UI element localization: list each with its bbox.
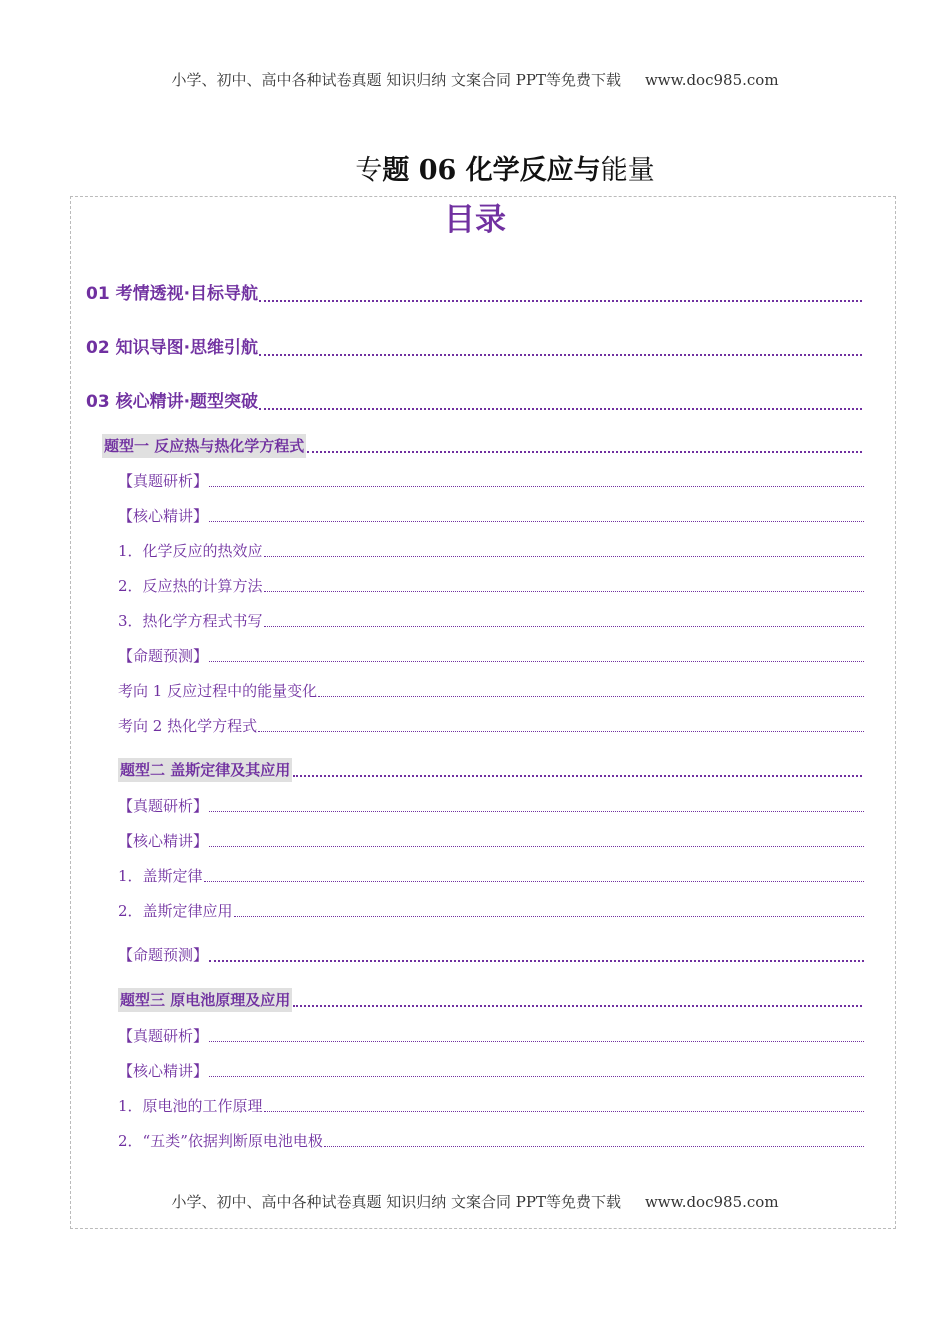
toc-heading: 目录 bbox=[444, 202, 506, 238]
toc-label: 3．热化学方程式书写 bbox=[118, 612, 263, 630]
footer-text: 小学、初中、高中各种试卷真题 知识归纳 文案合同 PPT等免费下载 bbox=[171, 1193, 621, 1211]
toc-label: 2．“五类”依据判断原电池电极 bbox=[118, 1132, 323, 1150]
toc-leader bbox=[259, 336, 862, 356]
toc-row[interactable] bbox=[0, 282, 950, 306]
toc-leader bbox=[209, 469, 864, 487]
toc-row[interactable] bbox=[0, 943, 950, 967]
document-title bbox=[0, 148, 950, 187]
toc-label: 【真题研析】 bbox=[118, 797, 209, 815]
toc-row[interactable] bbox=[0, 679, 950, 703]
toc-row[interactable] bbox=[0, 644, 950, 668]
toc-leader bbox=[258, 714, 864, 732]
toc-label: 【核心精讲】 bbox=[118, 507, 209, 525]
toc-row[interactable] bbox=[0, 1059, 950, 1083]
toc-label: 1．化学反应的热效应 bbox=[118, 542, 263, 560]
toc-leader bbox=[234, 899, 864, 917]
toc-label: 题型二 盖斯定律及其应用 bbox=[118, 758, 292, 782]
toc-leader bbox=[209, 504, 864, 522]
toc-label: 【核心精讲】 bbox=[118, 1062, 209, 1080]
toc-row[interactable] bbox=[0, 609, 950, 633]
toc-leader bbox=[264, 574, 864, 592]
header-site: www.doc985.com bbox=[644, 71, 779, 89]
page-footer bbox=[0, 1191, 950, 1212]
toc-row[interactable] bbox=[0, 504, 950, 528]
toc-leader bbox=[209, 794, 864, 812]
toc-leader bbox=[264, 539, 864, 557]
toc-label: 题型一 反应热与热化学方程式 bbox=[102, 434, 306, 458]
toc-leader bbox=[293, 758, 862, 777]
title-suffix: 能量 bbox=[600, 155, 655, 186]
toc-label: 1．原电池的工作原理 bbox=[118, 1097, 263, 1115]
title-prefix: 专 bbox=[355, 155, 383, 186]
toc-row[interactable] bbox=[0, 469, 950, 493]
toc-label: 1．盖斯定律 bbox=[118, 867, 203, 885]
toc-label: 【命题预测】 bbox=[118, 647, 209, 665]
toc-row[interactable] bbox=[0, 829, 950, 853]
toc-label: 考向 1 反应过程中的能量变化 bbox=[118, 682, 318, 700]
toc-label: 2．反应热的计算方法 bbox=[118, 577, 263, 595]
title-bold-b: 化学反应与 bbox=[465, 155, 601, 186]
toc-leader bbox=[264, 1094, 864, 1112]
toc-row[interactable] bbox=[0, 714, 950, 738]
toc-leader bbox=[209, 644, 864, 662]
toc-leader bbox=[209, 1024, 864, 1042]
toc-row[interactable] bbox=[0, 1094, 950, 1118]
toc-row[interactable] bbox=[0, 539, 950, 563]
toc-leader bbox=[307, 434, 862, 453]
toc-row[interactable] bbox=[0, 336, 950, 360]
toc-label: 【命题预测】 bbox=[118, 946, 209, 964]
footer-site: www.doc985.com bbox=[644, 1193, 779, 1211]
toc-leader bbox=[264, 609, 864, 627]
toc-label: 【真题研析】 bbox=[118, 1027, 209, 1045]
toc-label: 考向 2 热化学方程式 bbox=[118, 717, 258, 735]
toc-row[interactable] bbox=[0, 1024, 950, 1048]
toc-leader bbox=[209, 943, 864, 962]
toc-label: 03 核心精讲·题型突破 bbox=[86, 392, 259, 412]
toc-row[interactable] bbox=[0, 988, 950, 1012]
toc-label: 【核心精讲】 bbox=[118, 832, 209, 850]
toc-row[interactable] bbox=[0, 899, 950, 923]
toc-leader bbox=[204, 864, 864, 882]
toc-leader bbox=[259, 282, 862, 302]
toc-row[interactable] bbox=[0, 574, 950, 598]
toc-leader bbox=[259, 390, 862, 410]
toc-leader bbox=[324, 1129, 864, 1147]
page-header bbox=[0, 69, 950, 90]
toc-row[interactable] bbox=[0, 794, 950, 818]
toc-row[interactable] bbox=[0, 758, 950, 782]
toc-row[interactable] bbox=[0, 1129, 950, 1153]
title-number: 06 bbox=[409, 155, 466, 186]
toc-label: 02 知识导图·思维引航 bbox=[86, 338, 259, 358]
toc-row[interactable] bbox=[0, 864, 950, 888]
toc-leader bbox=[318, 679, 864, 697]
toc-leader bbox=[293, 988, 862, 1007]
toc-leader bbox=[209, 829, 864, 847]
toc-leader bbox=[209, 1059, 864, 1077]
toc-row[interactable] bbox=[0, 390, 950, 414]
header-text: 小学、初中、高中各种试卷真题 知识归纳 文案合同 PPT等免费下载 bbox=[171, 71, 621, 89]
toc-label: 01 考情透视·目标导航 bbox=[86, 284, 259, 304]
title-bold-a: 题 bbox=[382, 155, 410, 186]
toc-row[interactable] bbox=[0, 434, 950, 458]
toc-label: 题型三 原电池原理及应用 bbox=[118, 988, 292, 1012]
toc-label: 【真题研析】 bbox=[118, 472, 209, 490]
toc-label: 2．盖斯定律应用 bbox=[118, 902, 233, 920]
